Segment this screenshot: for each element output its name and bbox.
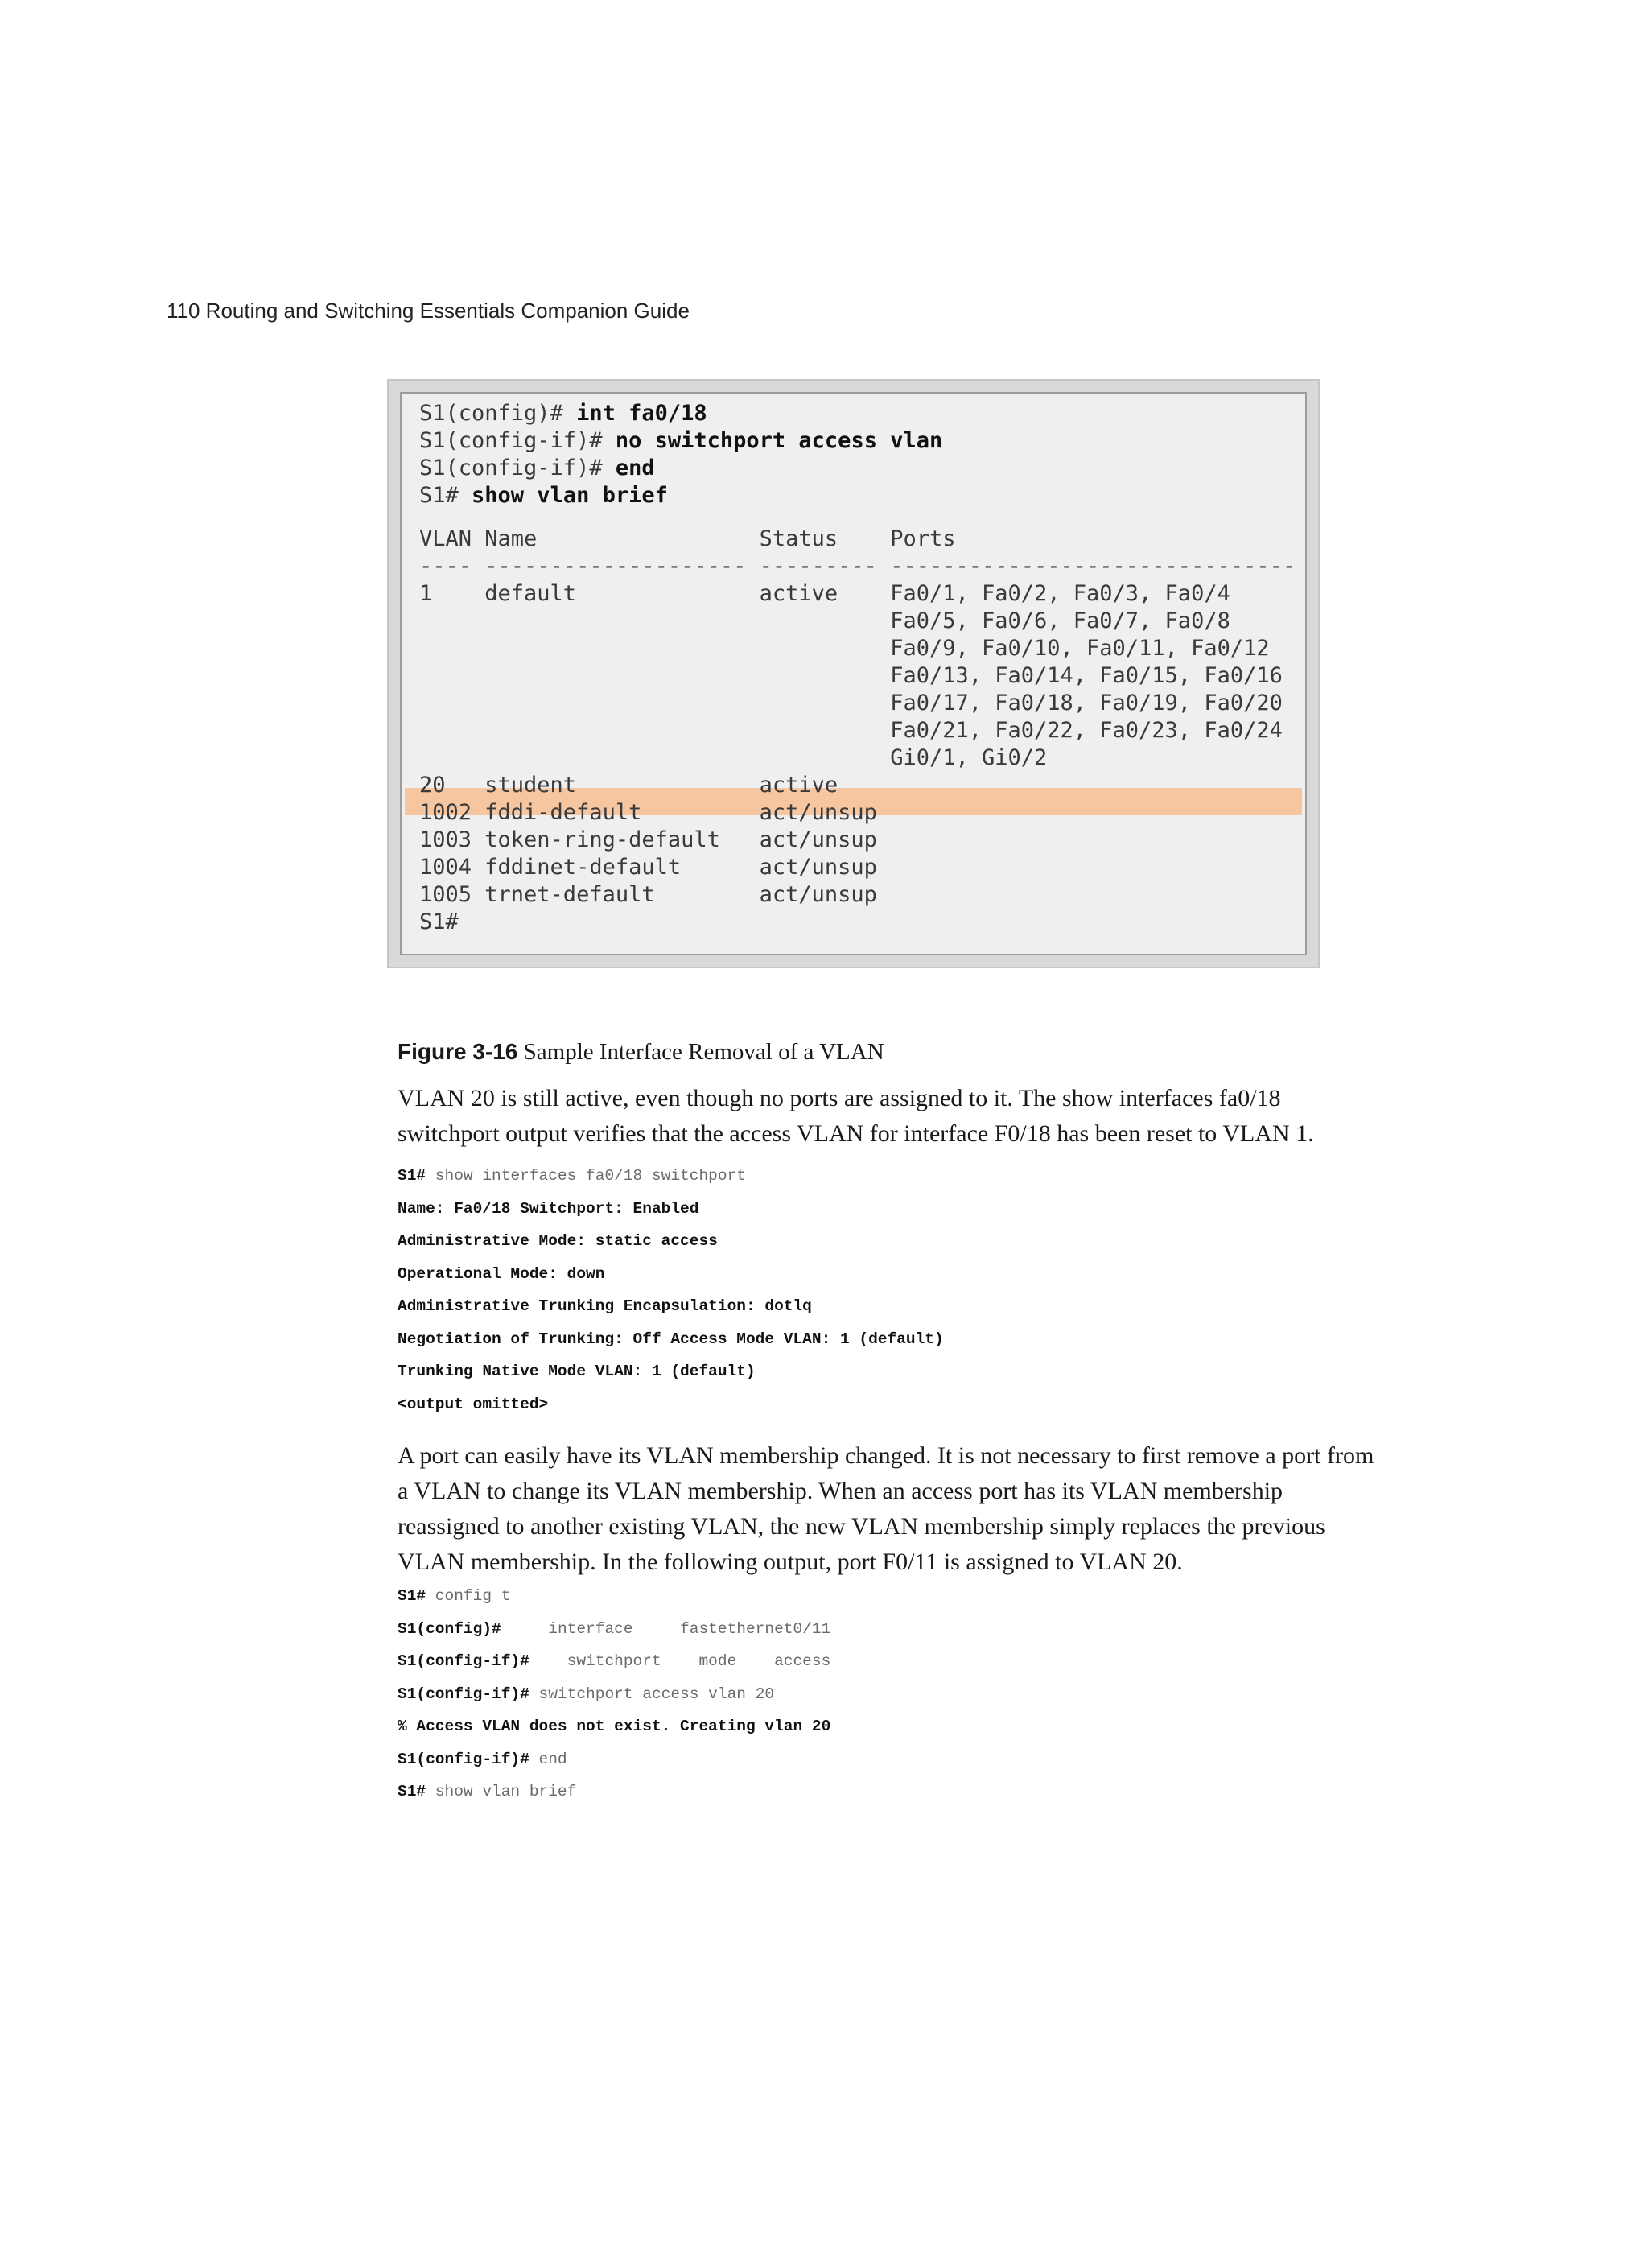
vlan-table-row: Fa0/17, Fa0/18, Fa0/19, Fa0/20	[419, 691, 1283, 715]
vlan-table-row: Fa0/21, Fa0/22, Fa0/23, Fa0/24	[419, 718, 1283, 743]
code-line	[398, 1613, 830, 1646]
caption-text: Sample Interface Removal of a VLAN	[517, 1039, 884, 1065]
code-plain-segment: switchport mode access	[529, 1652, 831, 1670]
spacer	[419, 509, 1296, 526]
vlan-table-row: 1002 fddi-default act/unsup	[419, 800, 877, 825]
code-bold-segment: <output omitted>	[398, 1395, 549, 1413]
code-bold-segment: S1#	[398, 1783, 426, 1800]
code-line	[398, 1160, 944, 1193]
code-plain-segment: end	[529, 1750, 567, 1768]
code-show-interfaces	[398, 1160, 944, 1421]
code-line	[398, 1743, 830, 1776]
figure-3-16-terminal	[387, 379, 1320, 968]
vlan-table-rule: ---- -------------------- --------- -------------------------------	[419, 554, 1296, 579]
vlan-table-row: 20 student active	[419, 773, 838, 798]
cli-command: end	[615, 456, 655, 480]
terminal-window	[400, 392, 1307, 955]
figure-caption	[398, 1039, 884, 1066]
running-head: 110 Routing and Switching Essentials Companion Guide	[167, 299, 690, 323]
code-line	[398, 1323, 944, 1356]
code-bold-segment: Administrative Mode: static access	[398, 1232, 718, 1250]
code-plain-segment: switchport access vlan 20	[529, 1685, 775, 1703]
code-bold-segment: Administrative Trunking Encapsulation: dotlq	[398, 1297, 812, 1315]
code-bold-segment: S1(config)#	[398, 1619, 501, 1638]
terminal-command-line	[419, 455, 1296, 482]
vlan-table-row: Gi0/1, Gi0/2	[419, 745, 1048, 770]
code-line	[398, 1678, 830, 1711]
code-line	[398, 1775, 830, 1808]
code-bold-segment: S1(config-if)#	[398, 1750, 529, 1768]
code-line	[398, 1290, 944, 1323]
cli-prompt: S1(config)#	[419, 401, 577, 426]
paragraph-port-membership: A port can easily have its VLAN membership changed. It is not necessary to first remove a port from a VLAN to change its VLAN membership. When an access port has its VLAN membership reassigned to another existing VLAN, the new VLAN membership simply replaces the previous VLAN membership. In the following output, port F0/11 is assigned to VLAN 20.	[398, 1442, 1374, 1575]
code-bold-segment: Operational Mode: down	[398, 1264, 605, 1283]
vlan-table-row: Fa0/9, Fa0/10, Fa0/11, Fa0/12	[419, 636, 1270, 661]
code-line	[398, 1193, 944, 1226]
vlan-table-row: 1 default active Fa0/1, Fa0/2, Fa0/3, Fa0/4	[419, 581, 1230, 606]
cli-command: int fa0/18	[576, 401, 707, 426]
code-line	[398, 1580, 830, 1613]
cli-prompt: S1#	[419, 483, 472, 508]
vlan-table-row: S1#	[419, 909, 459, 934]
code-plain-segment: interface fastethernet0/11	[501, 1619, 831, 1638]
cli-prompt: S1(config-if)#	[419, 456, 616, 480]
code-bold-segment: S1#	[398, 1587, 426, 1605]
terminal-command-line	[419, 427, 1296, 455]
cli-prompt: S1(config-if)#	[419, 428, 616, 453]
code-plain-segment: show vlan brief	[426, 1783, 577, 1800]
code-bold-segment: Trunking Native Mode VLAN: 1 (default)	[398, 1363, 756, 1380]
cli-command: show vlan brief	[472, 483, 668, 508]
code-plain-segment: show interfaces fa0/18 switchport	[426, 1167, 746, 1185]
terminal-command-line	[419, 482, 1296, 509]
terminal-command-line	[419, 400, 1296, 427]
code-line	[398, 1388, 944, 1421]
terminal-output	[419, 400, 1296, 936]
code-bold-segment: Negotiation of Trunking: Off Access Mode VLAN: 1 (default)	[398, 1330, 944, 1348]
vlan-table-row: 1003 token-ring-default act/unsup	[419, 827, 877, 852]
code-line	[398, 1355, 944, 1388]
cli-command: no switchport access vlan	[615, 428, 943, 453]
vlan-table-row: 1005 trnet-default act/unsup	[419, 882, 877, 907]
vlan-table-row: 1004 fddinet-default act/unsup	[419, 855, 877, 880]
code-line	[398, 1710, 830, 1743]
paragraph-vlan20-active: VLAN 20 is still active, even though no ports are assigned to it. The show interfaces fa0/18 switchport output verifies that the access VLAN for interface F0/18 has been reset to VLAN 1.	[398, 1085, 1314, 1147]
code-line	[398, 1225, 944, 1258]
code-line	[398, 1258, 944, 1291]
code-assign-vlan20	[398, 1580, 830, 1808]
code-plain-segment: config t	[426, 1587, 511, 1605]
code-bold-segment: Name: Fa0/18 Switchport: Enabled	[398, 1199, 699, 1218]
code-line	[398, 1645, 830, 1678]
code-bold-segment: S1(config-if)#	[398, 1652, 529, 1670]
caption-label: Figure 3-16	[398, 1039, 518, 1064]
vlan-table-row: Fa0/13, Fa0/14, Fa0/15, Fa0/16	[419, 663, 1283, 688]
code-bold-segment: S1(config-if)#	[398, 1685, 529, 1703]
vlan-table-row: Fa0/5, Fa0/6, Fa0/7, Fa0/8	[419, 608, 1230, 633]
vlan-table-header: VLAN Name Status Ports	[419, 526, 956, 551]
code-bold-segment: % Access VLAN does not exist. Creating vlan 20	[398, 1717, 831, 1735]
code-bold-segment: S1#	[398, 1167, 426, 1185]
